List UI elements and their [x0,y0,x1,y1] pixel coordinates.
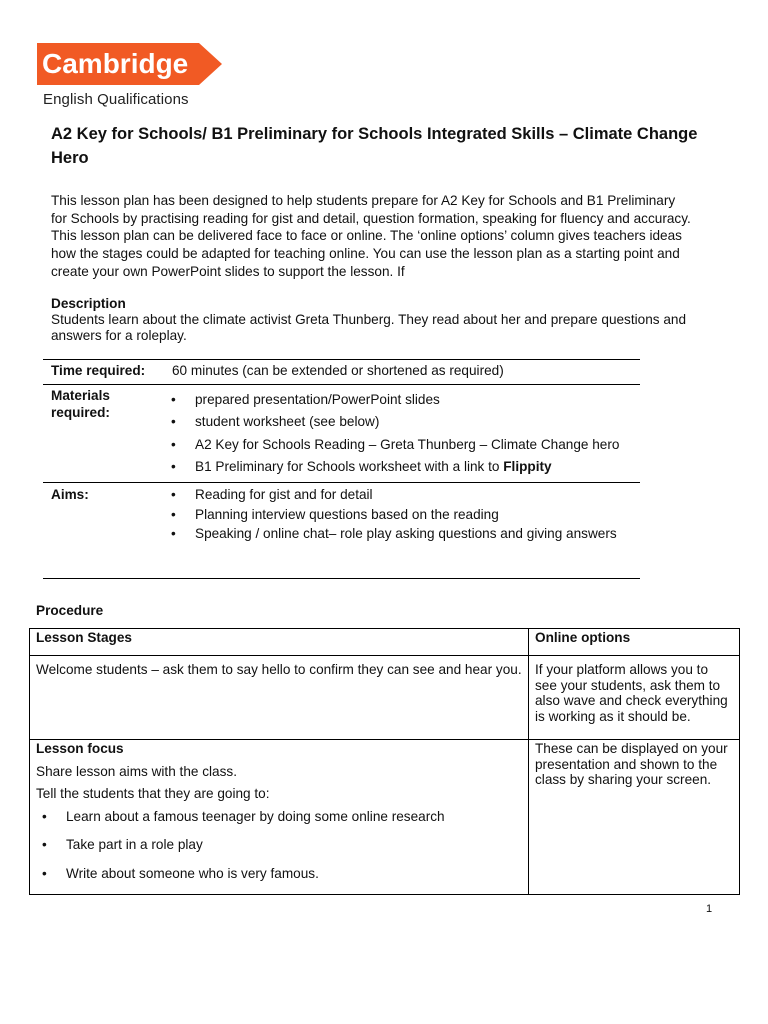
table-cell: If your platform allows you to see your students, ask them to also wave and check everything is working as it should be. [529,656,740,740]
materials-label: required: [51,405,110,420]
time-label: Time required: [51,363,146,378]
time-value: 60 minutes (can be extended or shortened as required) [172,363,504,378]
flippity-link[interactable]: Flippity [503,459,552,474]
logo-text: Cambridge [42,48,189,79]
logo-subtitle: English Qualifications [43,91,189,108]
column-header: Online options [529,629,740,656]
description-heading: Description [51,296,126,311]
list-item: • Take part in a role play [42,837,203,852]
procedure-heading: Procedure [36,603,104,618]
page-title: A2 Key for Schools/ B1 Preliminary for Schools Integrated Skills – Climate Change Hero [51,125,698,167]
table-cell: Welcome students – ask them to say hello to confirm they can see and hear you. [30,656,529,740]
table-cell [30,740,529,895]
intro-paragraph: This lesson plan has been designed to help students prepare for A2 Key for Schools and B1 Preliminary for Schools by practising reading for gist and detail, question formation, speaking for fluency and accuracy. This lesson plan can be delivered face to face or online. The ‘online options’ column gives teachers ideas how the stages could be adapted for teaching online. You can use the lesson plan as a starting point and create your own PowerPoint slides to support the lesson. If [51,193,691,279]
list-item: • Learn about a famous teenager by doing some online research [42,808,445,824]
materials-label: Materials [51,388,110,403]
table-cell: These can be displayed on your presentation and shown to the class by sharing your screen. [529,740,740,895]
page-number: 1 [706,903,713,915]
divider [43,482,640,483]
list-item: • Write about someone who is very famous. [42,865,319,881]
cell-text: Share lesson aims with the class. [36,763,237,779]
divider [43,359,640,360]
divider [43,578,640,579]
divider [43,384,640,385]
cambridge-logo [37,43,222,85]
aims-label: Aims: [51,487,89,502]
column-header: Lesson Stages [30,629,529,656]
cell-text: Tell the students that they are going to: [36,786,270,801]
procedure-table [29,628,740,895]
lesson-focus-heading: Lesson focus [36,741,124,756]
description-text: Students learn about the climate activist Greta Thunberg. They read about her and prepare questions and answers for a roleplay. [51,312,687,343]
